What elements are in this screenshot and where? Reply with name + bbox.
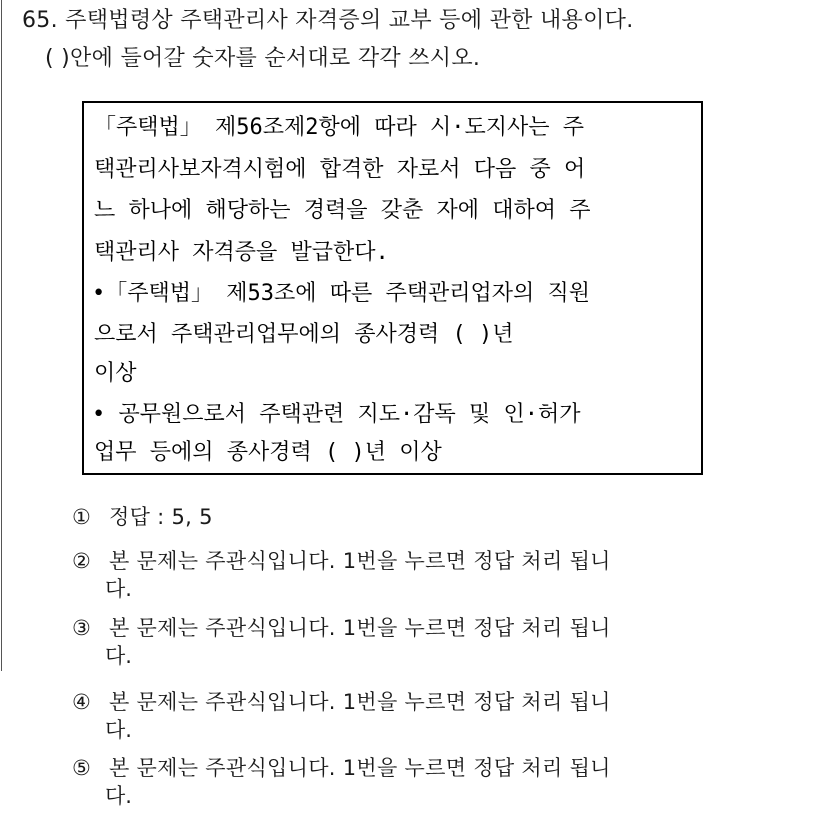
- choice-3[interactable]: [72, 613, 611, 643]
- choice-text: 본 문제는 주관식입니다. 1번을 누르면 정답 처리 됩니: [108, 690, 611, 714]
- choice-4-continuation: 다.: [105, 718, 132, 742]
- choice-1[interactable]: [72, 502, 213, 532]
- choice-5-continuation: 다.: [105, 784, 132, 808]
- passage-line: 느 하나에 해당하는 경력을 갖춘 자에 대하여 주: [94, 198, 591, 223]
- choice-number: ⑤: [72, 756, 92, 780]
- choice-text: 정답 : 5, 5: [108, 505, 213, 529]
- passage-box: [82, 101, 703, 475]
- choice-5[interactable]: [72, 753, 611, 783]
- passage-line: 택관리사보자격시험에 합격한 자로서 다음 중 어: [94, 157, 586, 182]
- passage-line: 택관리사 자격증을 발급한다.: [94, 240, 389, 265]
- passage-line: 업무 등에의 종사경력 ( )년 이상: [94, 440, 442, 465]
- passage-line: 이상: [94, 361, 137, 386]
- passage-bullet-1: •「주택법」 제53조에 따른 주택관리업자의 직원: [92, 281, 591, 306]
- choice-3-continuation: 다.: [105, 644, 132, 668]
- choice-4[interactable]: [72, 687, 611, 717]
- choice-number: ①: [72, 505, 92, 529]
- passage-bullet-2: • 공무원으로서 주택관련 지도·감독 및 인·허가: [92, 402, 581, 427]
- question-title: 65. 주택법령상 주택관리사 자격증의 교부 등에 관한 내용이다.: [22, 8, 634, 33]
- left-border-line: [1, 0, 2, 671]
- choice-number: ④: [72, 690, 92, 714]
- passage-line: 으로서 주택관리업무에의 종사경력 ( )년: [94, 322, 514, 347]
- choice-2-continuation: 다.: [105, 577, 132, 601]
- choice-text: 본 문제는 주관식입니다. 1번을 누르면 정답 처리 됩니: [108, 756, 611, 780]
- choice-text: 본 문제는 주관식입니다. 1번을 누르면 정답 처리 됩니: [108, 616, 611, 640]
- choice-text: 본 문제는 주관식입니다. 1번을 누르면 정답 처리 됩니: [108, 549, 611, 573]
- question-instruction: ( )안에 들어갈 숫자를 순서대로 각각 쓰시오.: [45, 46, 481, 71]
- choice-2[interactable]: [72, 546, 611, 576]
- passage-line: 「주택법」 제56조제2항에 따라 시·도지사는 주: [94, 115, 584, 140]
- choice-number: ②: [72, 549, 92, 573]
- choice-number: ③: [72, 616, 92, 640]
